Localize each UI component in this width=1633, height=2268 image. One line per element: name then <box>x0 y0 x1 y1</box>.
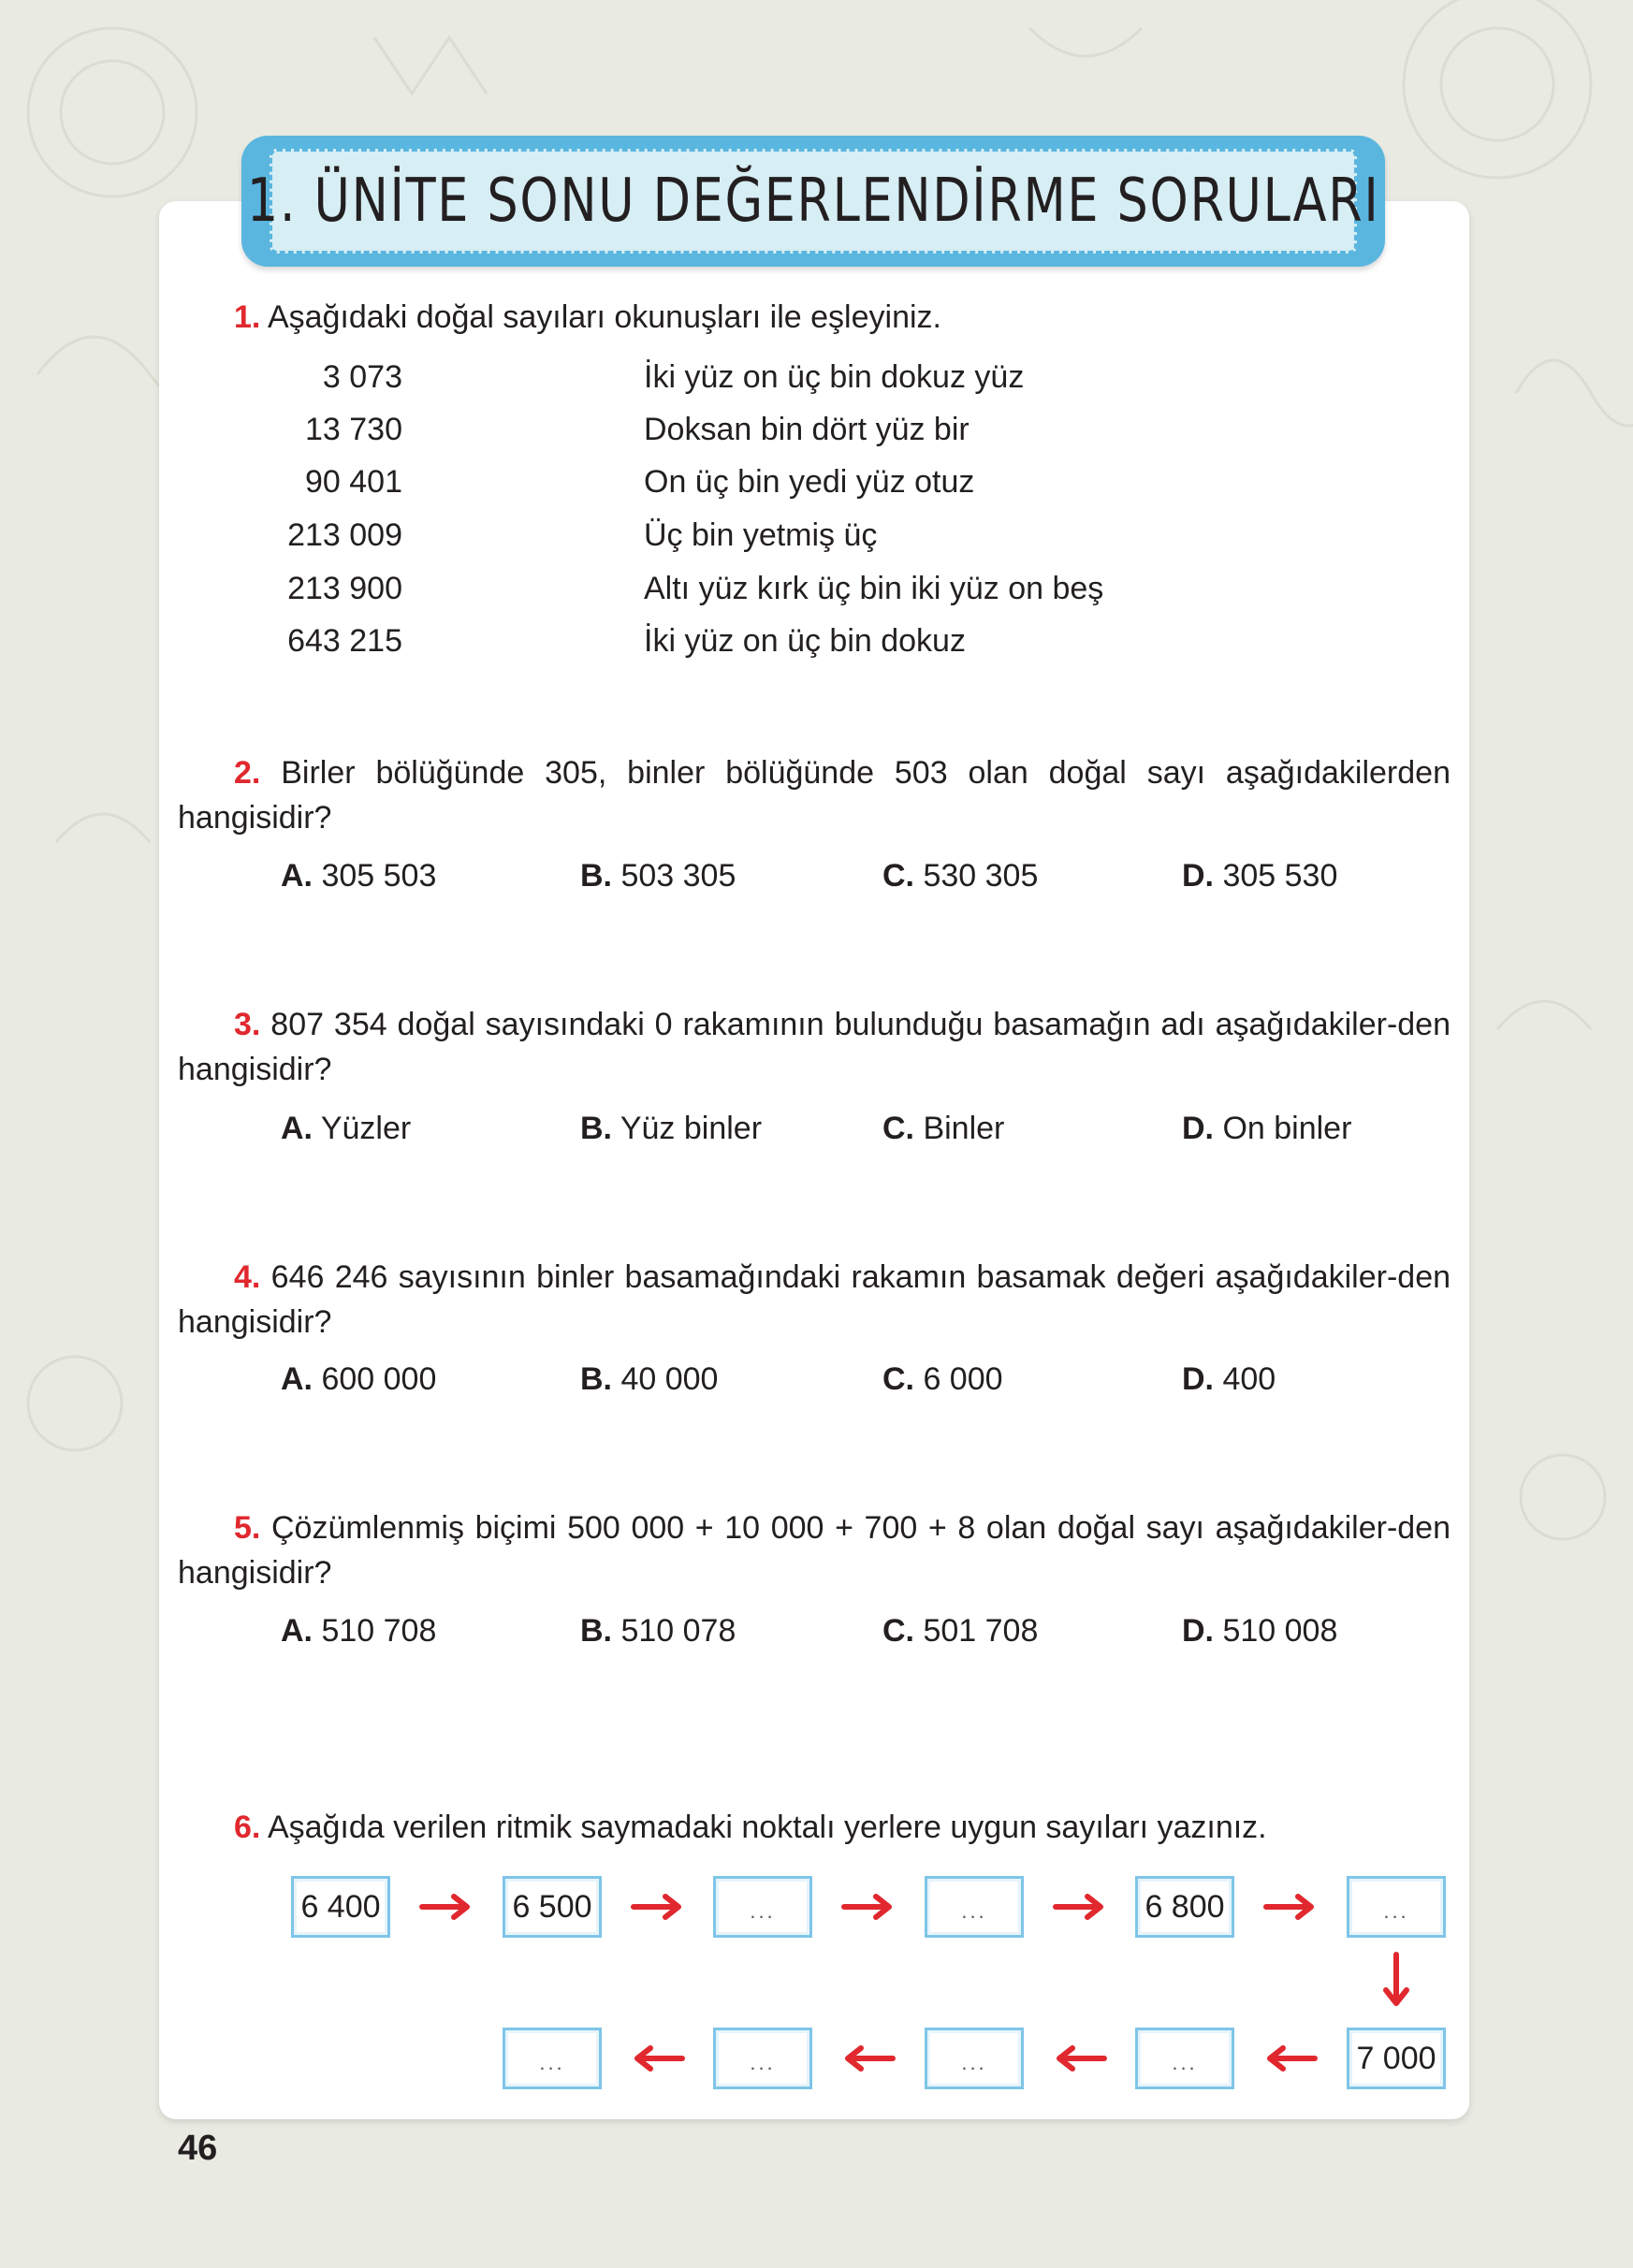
question-5 <box>178 1505 1451 1595</box>
sequence-box: 7 000 <box>1347 2028 1446 2089</box>
arrow-left-icon <box>1052 2043 1108 2073</box>
question-number: 5. <box>234 1510 261 1546</box>
question-number: 6. <box>234 1810 261 1845</box>
question-text: Aşağıda verilen ritmik saymadaki noktalı yerlere uygun sayıları yazınız. <box>267 1810 1267 1845</box>
choice-d[interactable]: D. 305 530 <box>1182 858 1338 894</box>
match-reading: İki yüz on üç bin dokuz yüz <box>644 359 1025 395</box>
sequence-blank-box[interactable]: ... <box>1347 1876 1446 1938</box>
choice-c[interactable]: C. Binler <box>882 1111 1005 1146</box>
question-text: Aşağıdaki doğal sayıları okunuşları ile eşleyiniz. <box>267 299 941 335</box>
sequence-blank-box[interactable]: ... <box>925 1876 1024 1938</box>
question-number: 3. <box>234 1007 261 1042</box>
arrow-left-icon <box>630 2043 686 2073</box>
sequence-blank-box[interactable]: ... <box>713 1876 812 1938</box>
question-text: Birler bölüğünde 305, binler bölüğünde 503 olan doğal sayı aşağıdakilerden hangisidir? <box>178 755 1451 836</box>
choice-d[interactable]: D. 400 <box>1182 1361 1276 1397</box>
title-banner <box>241 136 1385 267</box>
choice-c[interactable]: C. 501 708 <box>882 1613 1039 1649</box>
question-text: Çözümlenmiş biçimi 500 000 + 10 000 + 700 + 8 olan doğal sayı aşağıdakiler-den hangisidir? <box>178 1510 1451 1591</box>
choice-b[interactable]: B. 510 078 <box>580 1613 736 1649</box>
match-number: 213 900 <box>287 571 402 606</box>
arrow-down-icon <box>1381 1951 1411 2011</box>
arrow-right-icon <box>1052 1892 1108 1922</box>
question-4 <box>178 1255 1451 1345</box>
choice-b[interactable]: B. Yüz binler <box>580 1111 763 1146</box>
match-number: 213 009 <box>287 517 402 553</box>
arrow-right-icon <box>630 1892 686 1922</box>
question-number: 1. <box>234 299 261 335</box>
match-reading: İki yüz on üç bin dokuz <box>644 623 966 659</box>
choice-a[interactable]: A. Yüzler <box>281 1111 412 1146</box>
match-number: 3 073 <box>322 359 402 395</box>
sequence-blank-box[interactable]: ... <box>925 2028 1024 2089</box>
choice-a[interactable]: A. 600 000 <box>281 1361 437 1397</box>
page-title: 1. ÜNİTE SONU DEĞERLENDİRME SORULARI <box>246 167 1380 236</box>
match-reading: Doksan bin dört yüz bir <box>644 412 970 447</box>
sequence-box: 6 500 <box>503 1876 602 1938</box>
question-2 <box>178 750 1451 840</box>
choice-b[interactable]: B. 40 000 <box>580 1361 719 1397</box>
choice-b[interactable]: B. 503 305 <box>580 858 736 894</box>
arrow-left-icon <box>840 2043 897 2073</box>
question-3 <box>178 1002 1451 1092</box>
sequence-box: 6 400 <box>291 1876 390 1938</box>
choice-c[interactable]: C. 530 305 <box>882 858 1039 894</box>
sequence-blank-box[interactable]: ... <box>713 2028 812 2089</box>
question-text: 807 354 doğal sayısındaki 0 rakamının bulunduğu basamağın adı aşağıdakiler-den hangisidir? <box>178 1007 1451 1087</box>
match-reading: On üç bin yedi yüz otuz <box>644 464 975 500</box>
question-text: 646 246 sayısının binler basamağındaki rakamın basamak değeri aşağıdakiler-den hangisidir? <box>178 1259 1451 1340</box>
question-1 <box>178 295 1451 340</box>
arrow-right-icon <box>1262 1892 1319 1922</box>
choice-a[interactable]: A. 305 503 <box>281 858 437 894</box>
title-banner-inner <box>246 149 1380 254</box>
arrow-right-icon <box>840 1892 897 1922</box>
choice-d[interactable]: D. 510 008 <box>1182 1613 1338 1649</box>
choice-a[interactable]: A. 510 708 <box>281 1613 437 1649</box>
sequence-blank-box[interactable]: ... <box>1135 2028 1234 2089</box>
sequence-blank-box[interactable]: ... <box>503 2028 602 2089</box>
sequence-box: 6 800 <box>1135 1876 1234 1938</box>
choice-d[interactable]: D. On binler <box>1182 1111 1352 1146</box>
match-number: 643 215 <box>287 623 402 659</box>
arrow-left-icon <box>1262 2043 1319 2073</box>
question-number: 4. <box>234 1259 261 1295</box>
match-number: 90 401 <box>305 464 402 500</box>
question-number: 2. <box>234 755 261 791</box>
page-number: 46 <box>178 2129 218 2168</box>
match-reading: Altı yüz kırk üç bin iki yüz on beş <box>644 571 1104 606</box>
arrow-right-icon <box>418 1892 474 1922</box>
choice-c[interactable]: C. 6 000 <box>882 1361 1003 1397</box>
match-number: 13 730 <box>305 412 402 447</box>
match-reading: Üç bin yetmiş üç <box>644 517 878 553</box>
question-6 <box>178 1805 1451 1850</box>
